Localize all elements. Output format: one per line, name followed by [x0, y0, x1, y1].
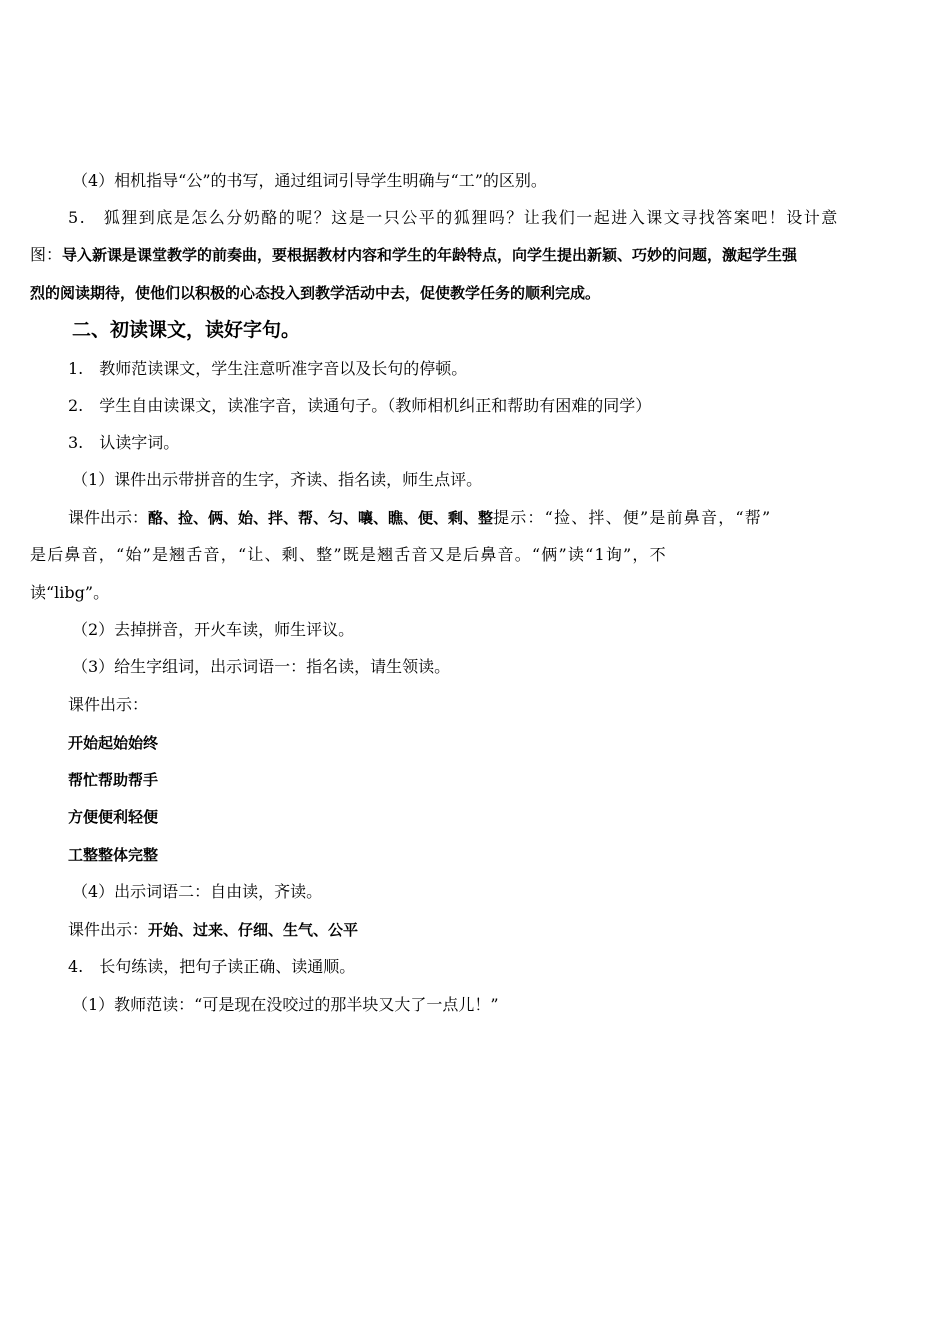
substep-1-teacher-model-reading: （1）教师范读：“可是现在没咬过的那半块又大了一点儿！”: [72, 995, 499, 1014]
paragraph-step-5-question: 5. 狐狸到底是怎么分奶酪的呢？这是一只公平的狐狸吗？让我们一起进入课文寻找答案吧！设计意: [68, 208, 839, 227]
item-2-students-read: 2. 学生自由读课文，读准字音，读通句子。（教师相机纠正和帮助有困难的同学）: [68, 396, 652, 415]
pronunciation-tip-continued: 是后鼻音，“始”是翘舌音，“让、剩、整”既是翘舌音又是后鼻音。“俩”读“1询”，不: [30, 545, 667, 564]
word-list-two: 开始、过来、仔细、生气、公平: [148, 921, 359, 939]
courseware-label: 课件出示：: [68, 508, 149, 527]
item-4-long-sentences: 4. 长句练读，把句子读正确、读通顺。: [68, 957, 356, 976]
design-intent-label: 图：: [30, 245, 63, 264]
substep-2-train-reading: （2）去掉拼音，开火车读，师生评议。: [72, 620, 355, 639]
substep-1-pinyin: （1）课件出示带拼音的生字，齐读、指名读，师生点评。: [72, 470, 483, 489]
word-group-4: 工整整体完整: [68, 846, 159, 864]
word-group-1: 开始起始始终: [68, 734, 159, 752]
paragraph-design-intent-line1: [30, 244, 797, 267]
item-1-teacher-reads: 1. 教师范读课文，学生注意听准字音以及长句的停顿。: [68, 359, 468, 378]
word-group-3: 方便便利轻便: [68, 808, 159, 826]
pronunciation-tip: 提示：“捡、拌、便”是前鼻音，“帮”: [493, 508, 772, 527]
item-3-recognize-words: 3. 认读字词。: [68, 433, 180, 452]
paragraph-design-intent-line2: 烈的阅读期待，使他们以积极的心态投入到教学活动中去，促使教学任务的顺利完成。: [30, 284, 601, 302]
section-heading: 二、初读课文，读好字句。: [72, 319, 301, 341]
substep-3-word-groups: （3）给生字组词，出示词语一：指名读，请生领读。: [72, 657, 451, 676]
courseware-label-3: 课件出示：: [68, 920, 149, 939]
design-intent-text: 导入新课是课堂教学的前奏曲，要根据教材内容和学生的年龄特点，向学生提出新颖、巧妙的问题，激起学生强: [62, 246, 798, 264]
pronunciation-tip-end: 读“libg”。: [30, 583, 110, 602]
courseware-word-list-two: [68, 919, 358, 942]
substep-4-word-list-two: （4）出示词语二：自由读，齐读。: [72, 882, 323, 901]
courseware-new-characters: [68, 507, 771, 530]
new-characters-list: 酪、捡、俩、始、拌、帮、匀、嚷、瞧、便、剩、整: [148, 509, 494, 527]
courseware-label-2: 课件出示：: [68, 695, 149, 714]
paragraph-step-4-writing: （4）相机指导“公”的书写，通过组词引导学生明确与“工”的区别。: [72, 171, 547, 190]
word-group-2: 帮忙帮助帮手: [68, 771, 159, 789]
